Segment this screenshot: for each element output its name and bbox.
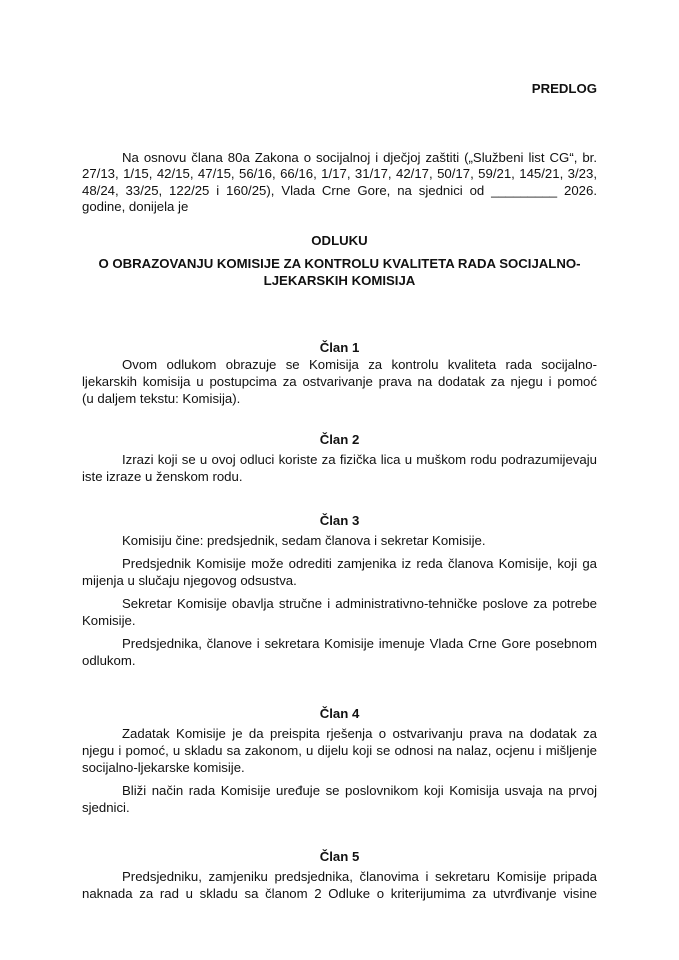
text-line: Predsjednika, članove i sekretara Komisije imenuje Vlada Crne Gore posebnom bbox=[122, 636, 597, 651]
article-heading: Član 1 bbox=[319, 340, 360, 355]
text-line: Na osnovu člana 80a Zakona o socijalnoj i dječjoj zaštiti („Službeni list CG“, br. bbox=[122, 150, 597, 165]
document-subtitle: O OBRAZOVANJU KOMISIJE ZA KONTROLU KVALITETA RADA SOCIJALNO- bbox=[98, 256, 581, 271]
text-line: ljekarskih komisija u postupcima za ostvarivanje prava na dodatak za njegu i pomoć bbox=[82, 374, 597, 389]
article-heading: Član 2 bbox=[319, 432, 360, 447]
text-line: Zadatak Komisije je da preispita rješenja o ostvarivanju prava na dodatak za bbox=[122, 726, 597, 741]
article-heading: Član 3 bbox=[319, 513, 360, 528]
text-line: 27/13, 1/15, 42/15, 47/15, 56/16, 66/16, 1/17, 31/17, 42/17, 50/17, 59/21, 145/21, 3/23, bbox=[82, 166, 597, 181]
text-line: Ovom odlukom obrazuje se Komisija za kontrolu kvaliteta rada socijalno- bbox=[122, 357, 597, 372]
text-line: Predsjedniku, zamjeniku predsjednika, članovima i sekretaru Komisije pripada bbox=[122, 869, 597, 884]
text-line: iste izraze u ženskom rodu. bbox=[82, 469, 243, 484]
text-line: Komisiju čine: predsjednik, sedam članova i sekretar Komisije. bbox=[122, 533, 486, 548]
text-line: Komisije. bbox=[82, 613, 136, 628]
text-line: Sekretar Komisije obavlja stručne i administrativno-tehničke poslove za potrebe bbox=[122, 596, 597, 611]
text-line: 48/24, 33/25, 122/25 i 160/25), Vlada Crne Gore, na sjednici od _________ 2026. bbox=[82, 183, 597, 198]
text-line: Bliži način rada Komisije uređuje se poslovnikom koji Komisija usvaja na prvoj bbox=[122, 783, 597, 798]
article-heading: Član 4 bbox=[319, 706, 360, 721]
text-line: sjednici. bbox=[82, 800, 130, 815]
text-line: odlukom. bbox=[82, 653, 136, 668]
document-title: ODLUKU bbox=[311, 233, 368, 248]
text-line: socijalno-ljekarske komisije. bbox=[82, 760, 245, 775]
text-line: (u daljem tekstu: Komisija). bbox=[82, 391, 241, 406]
predlog-label: PREDLOG bbox=[531, 81, 597, 96]
article-heading: Član 5 bbox=[319, 849, 360, 864]
text-line: naknada za rad u skladu sa članom 2 Odluke o kriterijumima za utvrđivanje visine bbox=[82, 886, 597, 901]
text-line: njegu i pomoć, u skladu sa zakonom, u dijelu koji se odnosi na nalaz, ocjenu i mišljenje bbox=[82, 743, 597, 758]
text-line: godine, donijela je bbox=[82, 199, 189, 214]
text-line: Izrazi koji se u ovoj odluci koriste za fizička lica u muškom rodu podrazumijevaju bbox=[122, 452, 597, 467]
document-subtitle: LJEKARSKIH KOMISIJA bbox=[263, 273, 416, 288]
text-line: mijenja u slučaju njegovog odsustva. bbox=[82, 573, 297, 588]
text-line: Predsjednik Komisije može odrediti zamjenika iz reda članova Komisije, koji ga bbox=[122, 556, 597, 571]
